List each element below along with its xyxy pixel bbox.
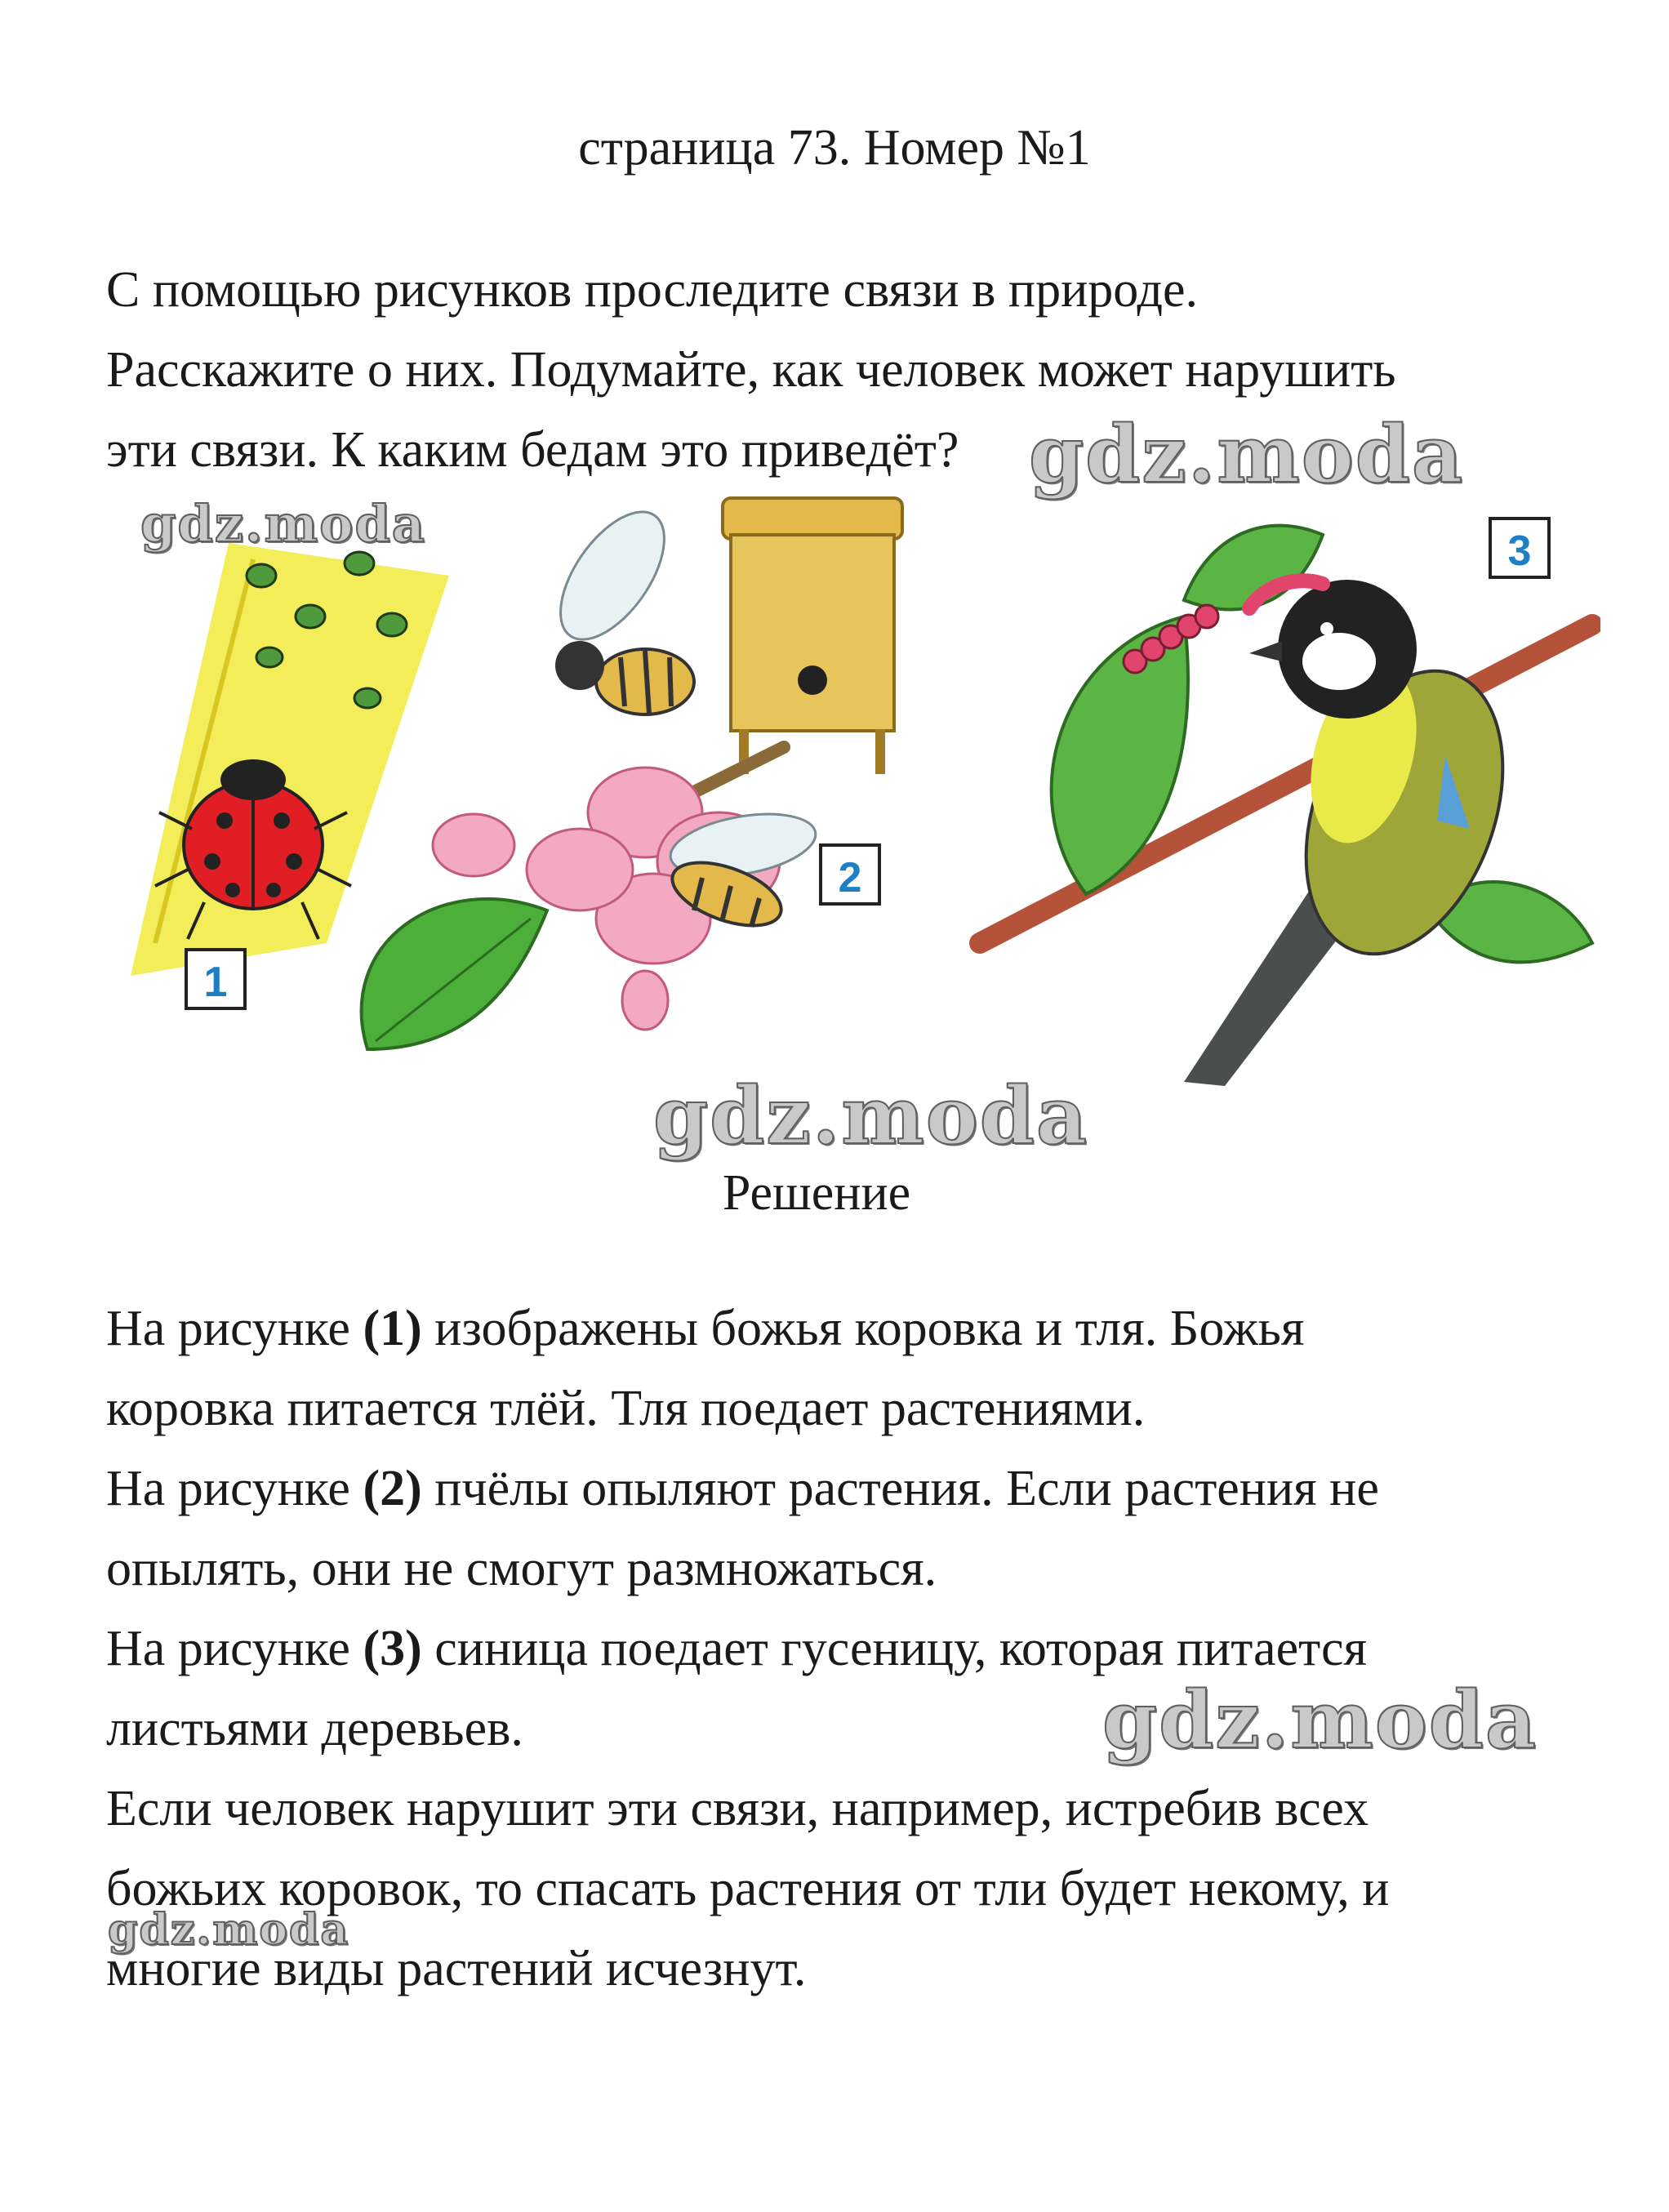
- task-line: С помощью рисунков проследите связи в природе.: [106, 262, 1199, 318]
- solution-line: На рисунке (3) синица поедает гусеницу, которая питается: [106, 1621, 1367, 1676]
- solution-line: коровка питается тлёй. Тля поедает растениями.: [106, 1381, 1146, 1436]
- nature-illustration: [122, 486, 1600, 1098]
- watermark: gdz.moda: [140, 494, 426, 554]
- beehive-icon: [723, 498, 902, 774]
- task-line: эти связи. К каким бедам это приведёт?: [106, 422, 959, 478]
- solution-line: На рисунке (1) изображены божья коровка и тля. Божья: [106, 1301, 1305, 1356]
- bee-icon: [541, 494, 694, 714]
- page-title: страница 73. Номер №1: [578, 120, 1091, 176]
- watermark: gdz.moda: [1102, 1674, 1538, 1766]
- solution-text: [106, 1288, 1576, 2009]
- ladybug-scene: [131, 543, 449, 976]
- figure-label-2-text: 2: [838, 854, 862, 901]
- watermark: gdz.moda: [653, 1070, 1089, 1162]
- conclusion-line: многие виды растений исчезнут.: [106, 1941, 807, 1996]
- watermark: gdz.moda: [108, 1905, 350, 1955]
- conclusion-line: Если человек нарушит эти связи, например, истребив всех: [106, 1781, 1369, 1836]
- task-line: Расскажите о них. Подумайте, как человек может нарушить: [106, 342, 1396, 398]
- solution-title: Решение: [722, 1165, 911, 1221]
- figure-label-3: [1490, 519, 1549, 577]
- tit-scene: [980, 526, 1592, 1086]
- solution-line: опылять, они не смогут размножаться.: [106, 1541, 937, 1596]
- solution-line: На рисунке (2) пчёлы опыляют растения. Если растения не: [106, 1461, 1379, 1516]
- figure-label-3-text: 3: [1507, 527, 1532, 575]
- figure-label-1: [186, 950, 245, 1008]
- figure-label-2: [821, 845, 879, 904]
- tit-bird-icon: [1184, 580, 1539, 1086]
- conclusion-line: божьих коровок, то спасать растения от тли будет некому, и: [106, 1861, 1390, 1916]
- solution-line: листьями деревьев.: [106, 1701, 523, 1756]
- figure-label-1-text: 1: [203, 959, 228, 1006]
- watermark: gdz.moda: [1029, 408, 1465, 501]
- leaf-icon: [362, 899, 547, 1049]
